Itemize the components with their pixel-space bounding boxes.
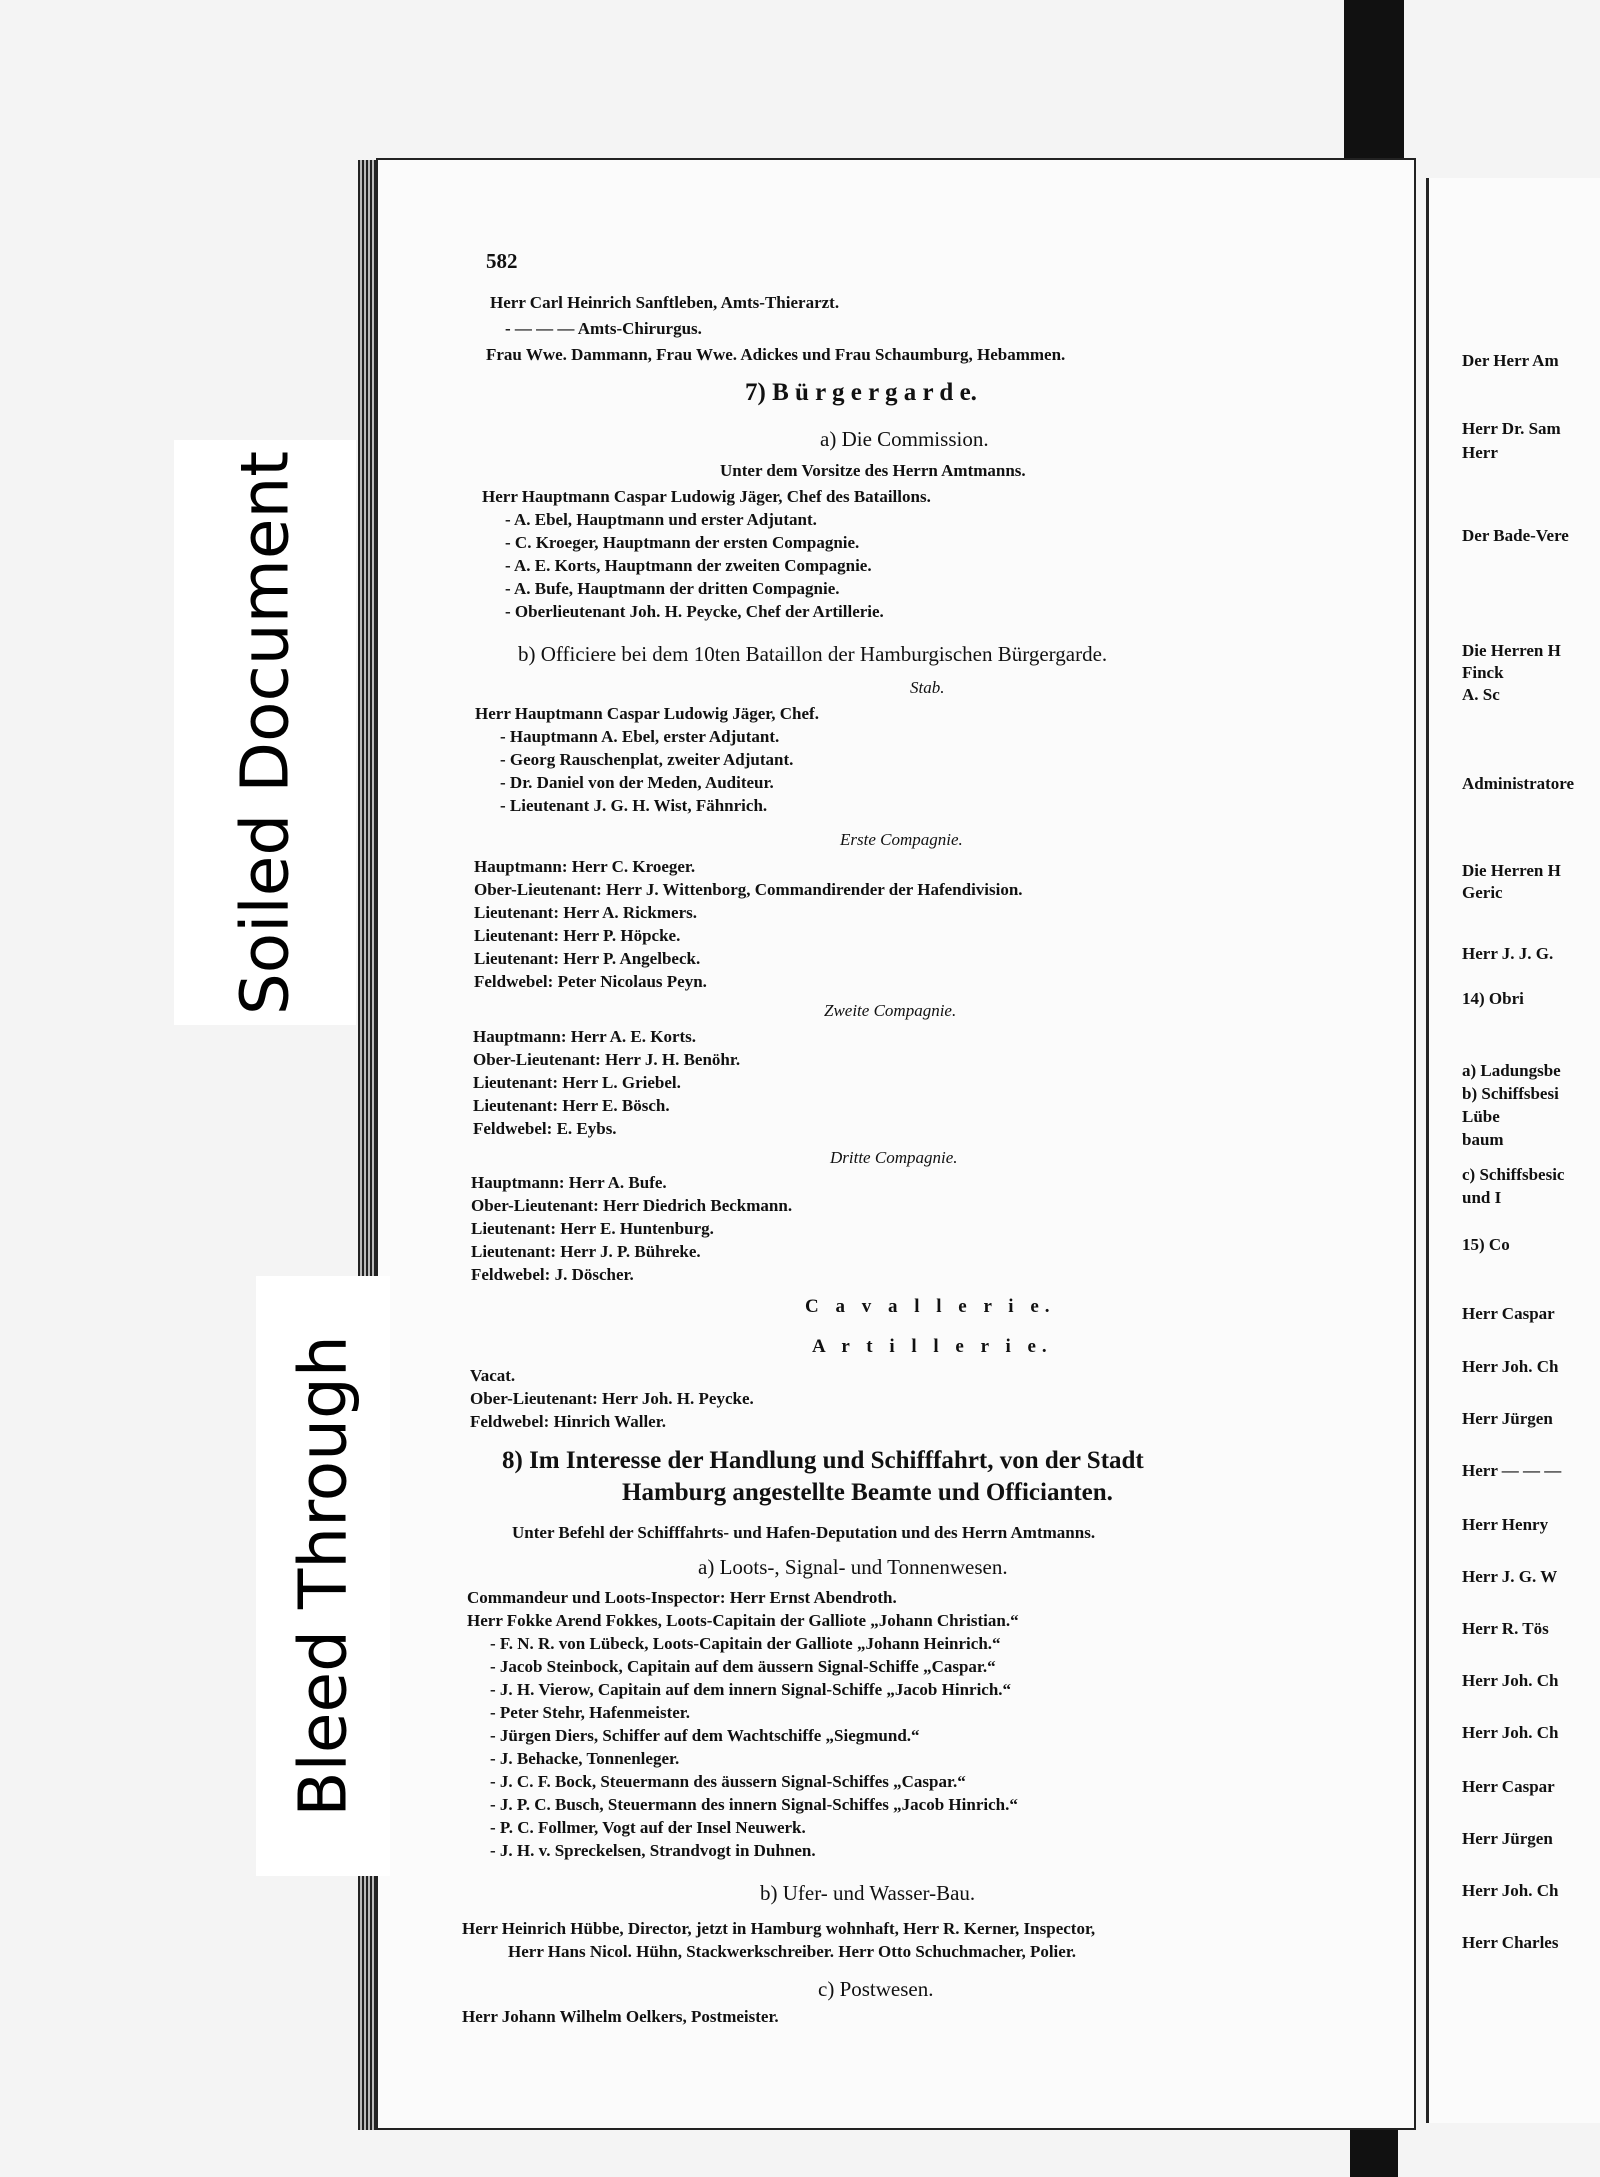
text-line: - — — — Amts-Chirurgus. bbox=[505, 319, 702, 338]
right-page-line: Herr J. J. G. bbox=[1462, 944, 1554, 963]
text-line: - Peter Stehr, Hafenmeister. bbox=[490, 1703, 691, 1722]
text-line: Herr Hauptmann Caspar Ludowig Jäger, Chef des Bataillons. bbox=[482, 487, 931, 506]
text-line: Stab. bbox=[910, 678, 945, 697]
text-line: Feldwebel: E. Eybs. bbox=[473, 1119, 617, 1138]
right-page-line: Der Bade-Vere bbox=[1462, 526, 1569, 545]
text-line: - A. Ebel, Hauptmann und erster Adjutant. bbox=[505, 510, 817, 529]
soiled-document-label bbox=[174, 440, 356, 1025]
text-line: c) Postwesen. bbox=[818, 1977, 934, 2001]
right-page-line: Administratore bbox=[1462, 774, 1575, 793]
text-line: - Lieutenant J. G. H. Wist, Fähnrich. bbox=[500, 796, 768, 815]
right-page-line: c) Schiffsbesic bbox=[1462, 1165, 1565, 1184]
text-line: - J. Behacke, Tonnenleger. bbox=[490, 1749, 680, 1768]
text-line: Lieutenant: Herr P. Höpcke. bbox=[474, 926, 681, 945]
right-page-line: Die Herren H bbox=[1462, 861, 1561, 880]
page-number: 582 bbox=[486, 249, 518, 273]
right-page-line: Herr bbox=[1462, 443, 1498, 462]
text-line: - Jacob Steinbock, Capitain auf dem äussern Signal-Schiffe „Caspar.“ bbox=[490, 1657, 996, 1676]
right-page-line: 14) Obri bbox=[1462, 989, 1524, 1008]
right-page-line: Lübe bbox=[1462, 1107, 1500, 1126]
text-line: Herr Fokke Arend Fokkes, Loots-Capitain der Galliote „Johann Christian.“ bbox=[467, 1611, 1019, 1630]
text-line: Lieutenant: Herr J. P. Bühreke. bbox=[471, 1242, 701, 1261]
text-line: Lieutenant: Herr E. Huntenburg. bbox=[471, 1219, 714, 1238]
text-line: - A. E. Korts, Hauptmann der zweiten Compagnie. bbox=[505, 556, 872, 575]
text-line: Ober-Lieutenant: Herr Diedrich Beckmann. bbox=[471, 1196, 793, 1215]
soiled-document-text: Soiled Document bbox=[226, 450, 304, 1015]
text-line: b) Officiere bei dem 10ten Bataillon der Hamburgischen Bürgergarde. bbox=[518, 642, 1108, 666]
text-line: - J. H. Vierow, Capitain auf dem innern Signal-Schiffe „Jacob Hinrich.“ bbox=[490, 1680, 1012, 1699]
right-page-line: Herr Henry bbox=[1462, 1515, 1549, 1534]
text-line: - J. P. C. Busch, Steuermann des innern Signal-Schiffes „Jacob Hinrich.“ bbox=[490, 1795, 1018, 1814]
right-page-line: 15) Co bbox=[1462, 1235, 1510, 1254]
right-page-line: Herr Joh. Ch bbox=[1462, 1723, 1559, 1742]
right-page-line: A. Sc bbox=[1462, 685, 1500, 704]
text-line: Unter dem Vorsitze des Herrn Amtmanns. bbox=[720, 461, 1026, 480]
right-page-line: Herr Caspar bbox=[1462, 1777, 1555, 1796]
text-line: b) Ufer- und Wasser-Bau. bbox=[760, 1881, 976, 1905]
text-line: Hamburg angestellte Beamte und Officianten. bbox=[622, 1479, 1113, 1506]
text-line: Ober-Lieutenant: Herr Joh. H. Peycke. bbox=[470, 1389, 754, 1408]
text-line: Herr Hauptmann Caspar Ludowig Jäger, Chef. bbox=[475, 704, 819, 723]
text-line: Hauptmann: Herr C. Kroeger. bbox=[474, 857, 696, 876]
bleed-through-text: Bleed Through bbox=[284, 1335, 362, 1817]
text-line: Zweite Compagnie. bbox=[824, 1001, 957, 1020]
right-page-line: Geric bbox=[1462, 883, 1503, 902]
text-line: 8) Im Interesse der Handlung und Schifffahrt, von der Stadt bbox=[502, 1447, 1144, 1474]
text-line: - Dr. Daniel von der Meden, Auditeur. bbox=[500, 773, 774, 792]
text-line: Feldwebel: Peter Nicolaus Peyn. bbox=[474, 972, 707, 991]
text-line: Frau Wwe. Dammann, Frau Wwe. Adickes und Frau Schaumburg, Hebammen. bbox=[486, 345, 1066, 364]
text-line: Herr Hans Nicol. Hühn, Stackwerkschreiber. Herr Otto Schuchmacher, Polier. bbox=[508, 1942, 1077, 1961]
right-page-line: Der Herr Am bbox=[1462, 351, 1559, 370]
text-line: 7) B ü r g e r g a r d e. bbox=[745, 379, 977, 406]
right-page-line: b) Schiffsbesi bbox=[1462, 1084, 1559, 1103]
right-page-line: Herr R. Tös bbox=[1462, 1619, 1549, 1638]
text-line: - A. Bufe, Hauptmann der dritten Compagnie. bbox=[505, 579, 840, 598]
text-line: a) Die Commission. bbox=[820, 427, 989, 451]
right-page-line: Finck bbox=[1462, 663, 1504, 682]
right-page-line: a) Ladungsbe bbox=[1462, 1061, 1561, 1080]
right-page-line: Herr Charles bbox=[1462, 1933, 1559, 1952]
bleed-through-label bbox=[256, 1276, 390, 1876]
right-page-line: Herr J. G. W bbox=[1462, 1567, 1558, 1586]
text-line: - J. C. F. Bock, Steuermann des äussern Signal-Schiffes „Caspar.“ bbox=[490, 1772, 966, 1791]
text-line: Herr Carl Heinrich Sanftleben, Amts-Thierarzt. bbox=[490, 293, 840, 312]
spine-bar-top bbox=[1344, 0, 1404, 165]
text-line: Herr Johann Wilhelm Oelkers, Postmeister. bbox=[462, 2007, 779, 2026]
text-line: - Hauptmann A. Ebel, erster Adjutant. bbox=[500, 727, 780, 746]
text-line: Lieutenant: Herr P. Angelbeck. bbox=[474, 949, 701, 968]
right-page-line: Herr Joh. Ch bbox=[1462, 1671, 1559, 1690]
text-line: - F. N. R. von Lübeck, Loots-Capitain der Galliote „Johann Heinrich.“ bbox=[490, 1634, 1001, 1653]
text-line: Herr Heinrich Hübbe, Director, jetzt in Hamburg wohnhaft, Herr R. Kerner, Inspector, bbox=[462, 1919, 1096, 1938]
text-line: Lieutenant: Herr E. Bösch. bbox=[473, 1096, 670, 1115]
text-line: Erste Compagnie. bbox=[840, 830, 963, 849]
text-line: Vacat. bbox=[470, 1366, 516, 1385]
text-line: Feldwebel: Hinrich Waller. bbox=[470, 1412, 666, 1431]
text-line: Hauptmann: Herr A. E. Korts. bbox=[473, 1027, 697, 1046]
right-page-line: baum bbox=[1462, 1130, 1504, 1149]
right-page-line: Herr Caspar bbox=[1462, 1304, 1555, 1323]
text-line: Dritte Compagnie. bbox=[830, 1148, 958, 1167]
right-page-line: und I bbox=[1462, 1188, 1502, 1207]
text-line: - C. Kroeger, Hauptmann der ersten Compagnie. bbox=[505, 533, 860, 552]
spine-bar-bottom bbox=[1350, 2128, 1398, 2177]
text-line: Commandeur und Loots-Inspector: Herr Ernst Abendroth. bbox=[467, 1588, 897, 1607]
text-line: Unter Befehl der Schifffahrts- und Hafen-Deputation und des Herrn Amtmanns. bbox=[512, 1523, 1096, 1542]
text-line: Lieutenant: Herr A. Rickmers. bbox=[474, 903, 698, 922]
right-page-line: Herr — — — bbox=[1462, 1461, 1562, 1480]
text-line: Ober-Lieutenant: Herr J. H. Benöhr. bbox=[473, 1050, 741, 1069]
right-page-line: Herr Jürgen bbox=[1462, 1409, 1553, 1428]
text-line: a) Loots-, Signal- und Tonnenwesen. bbox=[698, 1555, 1008, 1579]
text-line: C a v a l l e r i e. bbox=[805, 1296, 1056, 1317]
text-line: Lieutenant: Herr L. Griebel. bbox=[473, 1073, 681, 1092]
text-line: - Georg Rauschenplat, zweiter Adjutant. bbox=[500, 750, 794, 769]
right-page-line: Die Herren H bbox=[1462, 641, 1561, 660]
text-line: - P. C. Follmer, Vogt auf der Insel Neuwerk. bbox=[490, 1818, 806, 1837]
right-page-line: Herr Joh. Ch bbox=[1462, 1357, 1559, 1376]
text-line: - Jürgen Diers, Schiffer auf dem Wachtschiffe „Siegmund.“ bbox=[490, 1726, 920, 1745]
text-line: - Oberlieutenant Joh. H. Peycke, Chef der Artillerie. bbox=[505, 602, 884, 621]
text-line: Ober-Lieutenant: Herr J. Wittenborg, Commandirender der Hafendivision. bbox=[474, 880, 1023, 899]
text-line: Hauptmann: Herr A. Bufe. bbox=[471, 1173, 667, 1192]
right-page-line: Herr Jürgen bbox=[1462, 1829, 1553, 1848]
right-page-line: Herr Dr. Sam bbox=[1462, 419, 1561, 438]
right-page-line: Herr Joh. Ch bbox=[1462, 1881, 1559, 1900]
text-line: A r t i l l e r i e. bbox=[812, 1336, 1053, 1357]
text-line: Feldwebel: J. Döscher. bbox=[471, 1265, 634, 1284]
text-line: - J. H. v. Spreckelsen, Strandvogt in Duhnen. bbox=[490, 1841, 816, 1860]
